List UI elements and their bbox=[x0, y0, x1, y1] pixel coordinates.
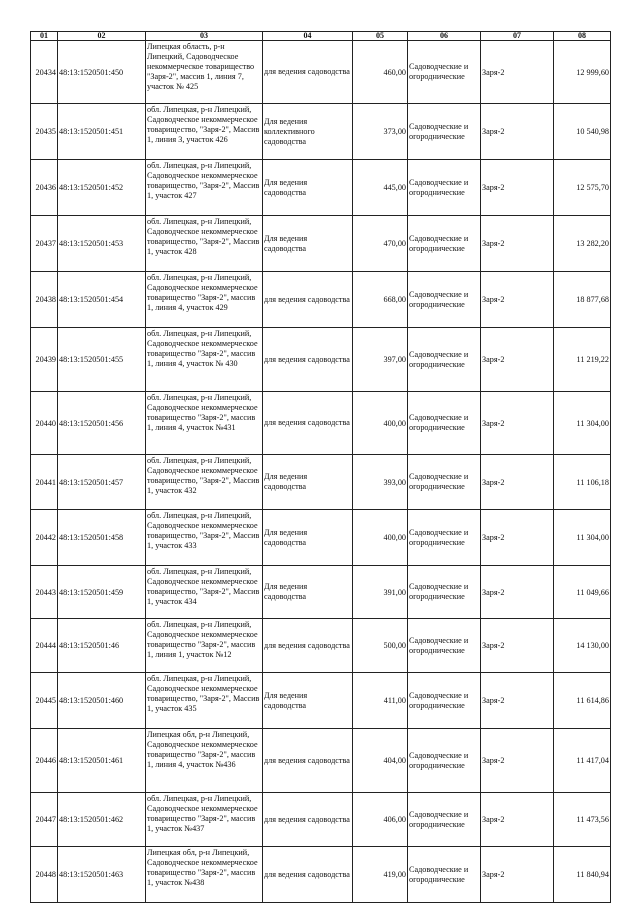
land-category-cell: Садоводческие и огороднические bbox=[408, 216, 481, 272]
cadastral-value-cell: 18 877,68 bbox=[554, 272, 611, 328]
plot-address-text: Липецкая обл, р-н Липецкий, Садоводческое некоммерческое товарищество "Заря-2", массив 1, участок №438 bbox=[147, 848, 258, 887]
plot-address-text: обл. Липецкая, р-н Липецкий, Садоводческое некоммерческое товарищество "Заря-2", массив 1, линия 4, участок 429 bbox=[147, 273, 258, 312]
cadastral-value-cell: 11 304,00 bbox=[554, 392, 611, 455]
table-row bbox=[31, 729, 611, 793]
permitted-use-cell: Для ведения коллективного садоводства bbox=[263, 104, 353, 160]
plot-area-cell: 470,00 bbox=[353, 216, 408, 272]
table-row bbox=[31, 673, 611, 729]
permitted-use-cell: для ведения садоводства bbox=[263, 41, 353, 104]
record-id-cell: 20445 bbox=[31, 673, 58, 729]
cadastral-number-cell: 48:13:1520501:452 bbox=[58, 160, 146, 216]
plot-area-cell: 404,00 bbox=[353, 729, 408, 793]
table-row bbox=[31, 455, 611, 510]
land-category-cell: Садоводческие и огороднические bbox=[408, 328, 481, 392]
permitted-use-cell: для ведения садоводства bbox=[263, 328, 353, 392]
land-category-cell: Садоводческие и огороднические bbox=[408, 41, 481, 104]
cadastral-number-cell: 48:13:1520501:455 bbox=[58, 328, 146, 392]
cadastral-number-cell: 48:13:1520501:454 bbox=[58, 272, 146, 328]
plot-address-cell bbox=[146, 455, 263, 510]
cadastral-value-cell: 14 130,00 bbox=[554, 619, 611, 673]
record-id-cell: 20444 bbox=[31, 619, 58, 673]
plot-area-cell: 393,00 bbox=[353, 455, 408, 510]
partnership-name-cell: Заря-2 bbox=[481, 216, 554, 272]
plot-address-text: обл. Липецкая, р-н Липецкий, Садоводческое некоммерческое товарищество, "Заря-2", Массив 1, участок 427 bbox=[147, 161, 260, 200]
permitted-use-cell: Для ведения садоводства bbox=[263, 510, 353, 566]
permitted-use-cell: для ведения садоводства bbox=[263, 729, 353, 793]
plot-address-cell bbox=[146, 272, 263, 328]
partnership-name-cell: Заря-2 bbox=[481, 160, 554, 216]
plot-area-cell: 400,00 bbox=[353, 510, 408, 566]
permitted-use-cell: для ведения садоводства bbox=[263, 619, 353, 673]
plot-address-cell bbox=[146, 847, 263, 903]
partnership-name-cell: Заря-2 bbox=[481, 619, 554, 673]
cadastral-number-cell: 48:13:1520501:463 bbox=[58, 847, 146, 903]
land-category-cell: Садоводческие и огороднические bbox=[408, 455, 481, 510]
land-category-cell: Садоводческие и огороднические bbox=[408, 104, 481, 160]
plot-address-text: обл. Липецкая, р-н Липецкий, Садоводческое некоммерческое товарищество, "Заря-2", Массив 1, участок 433 bbox=[147, 511, 260, 550]
plot-address-cell bbox=[146, 41, 263, 104]
cadastral-number-cell: 48:13:1520501:453 bbox=[58, 216, 146, 272]
permitted-use-cell: для ведения садоводства bbox=[263, 793, 353, 847]
column-header: 02 bbox=[58, 32, 146, 41]
cadastral-number-cell: 48:13:1520501:451 bbox=[58, 104, 146, 160]
plot-address-text: обл. Липецкая, р-н Липецкий, Садоводческое некоммерческое товарищество, "Заря-2", Массив 1, участок 432 bbox=[147, 456, 260, 495]
plot-area-cell: 406,00 bbox=[353, 793, 408, 847]
table-row bbox=[31, 793, 611, 847]
land-plots-table bbox=[30, 31, 611, 903]
plot-address-cell bbox=[146, 392, 263, 455]
partnership-name-cell: Заря-2 bbox=[481, 729, 554, 793]
column-header: 06 bbox=[408, 32, 481, 41]
cadastral-value-cell: 11 106,18 bbox=[554, 455, 611, 510]
plot-address-cell bbox=[146, 673, 263, 729]
table-row bbox=[31, 510, 611, 566]
plot-address-cell bbox=[146, 566, 263, 619]
record-id-cell: 20434 bbox=[31, 41, 58, 104]
land-category-cell: Садоводческие и огороднические bbox=[408, 510, 481, 566]
cadastral-value-cell: 11 417,04 bbox=[554, 729, 611, 793]
permitted-use-cell: Для ведения садоводства bbox=[263, 673, 353, 729]
plot-area-cell: 397,00 bbox=[353, 328, 408, 392]
column-header: 03 bbox=[146, 32, 263, 41]
record-id-cell: 20439 bbox=[31, 328, 58, 392]
partnership-name-cell: Заря-2 bbox=[481, 41, 554, 104]
document-sheet bbox=[30, 31, 611, 903]
permitted-use-cell: Для ведения садоводства bbox=[263, 455, 353, 510]
cadastral-number-cell: 48:13:1520501:461 bbox=[58, 729, 146, 793]
record-id-cell: 20447 bbox=[31, 793, 58, 847]
table-row bbox=[31, 216, 611, 272]
cadastral-value-cell: 12 999,60 bbox=[554, 41, 611, 104]
plot-address-cell bbox=[146, 328, 263, 392]
plot-area-cell: 668,00 bbox=[353, 272, 408, 328]
plot-address-text: обл. Липецкая, р-н Липецкий, Садоводческое некоммерческое товарищество "Заря-2", массив 1, линия 1, участок №12 bbox=[147, 620, 258, 659]
plot-address-text: обл. Липецкая, р-н Липецкий, Садоводческое некоммерческое товарищество "Заря-2", массив 1, участок №437 bbox=[147, 794, 258, 833]
table-row bbox=[31, 272, 611, 328]
partnership-name-cell: Заря-2 bbox=[481, 847, 554, 903]
cadastral-number-cell: 48:13:1520501:457 bbox=[58, 455, 146, 510]
cadastral-value-cell: 11 219,22 bbox=[554, 328, 611, 392]
land-category-cell: Садоводческие и огороднические bbox=[408, 673, 481, 729]
record-id-cell: 20437 bbox=[31, 216, 58, 272]
land-category-cell: Садоводческие и огороднические bbox=[408, 392, 481, 455]
permitted-use-cell: для ведения садоводства bbox=[263, 392, 353, 455]
plot-address-cell bbox=[146, 793, 263, 847]
cadastral-number-cell: 48:13:1520501:458 bbox=[58, 510, 146, 566]
plot-address-text: Липецкая область, р-н Липецкий, Садоводческое некоммерческое товарищество "Заря-2", массив 1, линия 7, участок № 425 bbox=[147, 42, 255, 91]
plot-area-cell: 391,00 bbox=[353, 566, 408, 619]
record-id-cell: 20438 bbox=[31, 272, 58, 328]
table-row bbox=[31, 160, 611, 216]
column-header: 05 bbox=[353, 32, 408, 41]
plot-area-cell: 445,00 bbox=[353, 160, 408, 216]
plot-area-cell: 419,00 bbox=[353, 847, 408, 903]
cadastral-value-cell: 11 304,00 bbox=[554, 510, 611, 566]
cadastral-value-cell: 11 614,86 bbox=[554, 673, 611, 729]
land-category-cell: Садоводческие и огороднические bbox=[408, 272, 481, 328]
partnership-name-cell: Заря-2 bbox=[481, 793, 554, 847]
land-category-cell: Садоводческие и огороднические bbox=[408, 619, 481, 673]
permitted-use-cell: Для ведения садоводства bbox=[263, 216, 353, 272]
table-row bbox=[31, 566, 611, 619]
record-id-cell: 20436 bbox=[31, 160, 58, 216]
permitted-use-cell: для ведения садоводства bbox=[263, 847, 353, 903]
plot-address-cell bbox=[146, 216, 263, 272]
record-id-cell: 20442 bbox=[31, 510, 58, 566]
cadastral-number-cell: 48:13:1520501:450 bbox=[58, 41, 146, 104]
column-header: 08 bbox=[554, 32, 611, 41]
table-row bbox=[31, 41, 611, 104]
column-header: 01 bbox=[31, 32, 58, 41]
table-row bbox=[31, 328, 611, 392]
plot-address-text: обл. Липецкая, р-н Липецкий, Садоводческое некоммерческое товарищество "Заря-2", массив 1, линия 4, участок № 430 bbox=[147, 329, 258, 368]
cadastral-value-cell: 12 575,70 bbox=[554, 160, 611, 216]
record-id-cell: 20440 bbox=[31, 392, 58, 455]
record-id-cell: 20441 bbox=[31, 455, 58, 510]
table-row bbox=[31, 392, 611, 455]
land-category-cell: Садоводческие и огороднические bbox=[408, 729, 481, 793]
record-id-cell: 20443 bbox=[31, 566, 58, 619]
cadastral-value-cell: 11 049,66 bbox=[554, 566, 611, 619]
partnership-name-cell: Заря-2 bbox=[481, 510, 554, 566]
cadastral-number-cell: 48:13:1520501:456 bbox=[58, 392, 146, 455]
plot-area-cell: 411,00 bbox=[353, 673, 408, 729]
record-id-cell: 20435 bbox=[31, 104, 58, 160]
plot-area-cell: 373,00 bbox=[353, 104, 408, 160]
land-category-cell: Садоводческие и огороднические bbox=[408, 847, 481, 903]
plot-area-cell: 500,00 bbox=[353, 619, 408, 673]
record-id-cell: 20448 bbox=[31, 847, 58, 903]
plot-area-cell: 400,00 bbox=[353, 392, 408, 455]
plot-address-cell bbox=[146, 619, 263, 673]
plot-address-cell bbox=[146, 510, 263, 566]
plot-address-text: обл. Липецкая, р-н Липецкий, Садоводческое некоммерческое товарищество, "Заря-2", Массив 1, линия 3, участок 426 bbox=[147, 105, 260, 144]
partnership-name-cell: Заря-2 bbox=[481, 673, 554, 729]
column-header: 04 bbox=[263, 32, 353, 41]
header-row bbox=[31, 32, 611, 41]
column-header: 07 bbox=[481, 32, 554, 41]
cadastral-number-cell: 48:13:1520501:459 bbox=[58, 566, 146, 619]
cadastral-value-cell: 13 282,20 bbox=[554, 216, 611, 272]
plot-address-cell bbox=[146, 160, 263, 216]
table-row bbox=[31, 847, 611, 903]
plot-address-text: Липецкая обл, р-н Липецкий, Садоводческое некоммерческое товарищество "Заря-2", массив 1, линия 4, участок №436 bbox=[147, 730, 258, 769]
cadastral-number-cell: 48:13:1520501:46 bbox=[58, 619, 146, 673]
permitted-use-cell: для ведения садоводства bbox=[263, 272, 353, 328]
plot-address-text: обл. Липецкая, р-н Липецкий, Садоводческое некоммерческое товарищество, "Заря-2", Массив 1, участок 428 bbox=[147, 217, 260, 256]
table-row bbox=[31, 104, 611, 160]
partnership-name-cell: Заря-2 bbox=[481, 392, 554, 455]
partnership-name-cell: Заря-2 bbox=[481, 104, 554, 160]
plot-address-text: обл. Липецкая, р-н Липецкий, Садоводческое некоммерческое товарищество "Заря-2", массив 1, линия 4, участок №431 bbox=[147, 393, 258, 432]
land-category-cell: Садоводческие и огороднические bbox=[408, 160, 481, 216]
plot-address-text: обл. Липецкая, р-н Липецкий, Садоводческое некоммерческое товарищество, "Заря-2", Массив 1, участок 434 bbox=[147, 567, 260, 606]
plot-address-cell bbox=[146, 729, 263, 793]
table-row bbox=[31, 619, 611, 673]
plot-address-cell bbox=[146, 104, 263, 160]
land-category-cell: Садоводческие и огороднические bbox=[408, 566, 481, 619]
cadastral-number-cell: 48:13:1520501:460 bbox=[58, 673, 146, 729]
plot-area-cell: 460,00 bbox=[353, 41, 408, 104]
partnership-name-cell: Заря-2 bbox=[481, 455, 554, 510]
cadastral-number-cell: 48:13:1520501:462 bbox=[58, 793, 146, 847]
record-id-cell: 20446 bbox=[31, 729, 58, 793]
plot-address-text: обл. Липецкая, р-н Липецкий, Садоводческое некоммерческое товарищество, "Заря-2", Массив 1, участок 435 bbox=[147, 674, 260, 713]
cadastral-value-cell: 10 540,98 bbox=[554, 104, 611, 160]
permitted-use-cell: Для ведения садоводства bbox=[263, 160, 353, 216]
partnership-name-cell: Заря-2 bbox=[481, 272, 554, 328]
permitted-use-cell: Для ведения садоводства bbox=[263, 566, 353, 619]
partnership-name-cell: Заря-2 bbox=[481, 566, 554, 619]
partnership-name-cell: Заря-2 bbox=[481, 328, 554, 392]
land-category-cell: Садоводческие и огороднические bbox=[408, 793, 481, 847]
cadastral-value-cell: 11 840,94 bbox=[554, 847, 611, 903]
cadastral-value-cell: 11 473,56 bbox=[554, 793, 611, 847]
